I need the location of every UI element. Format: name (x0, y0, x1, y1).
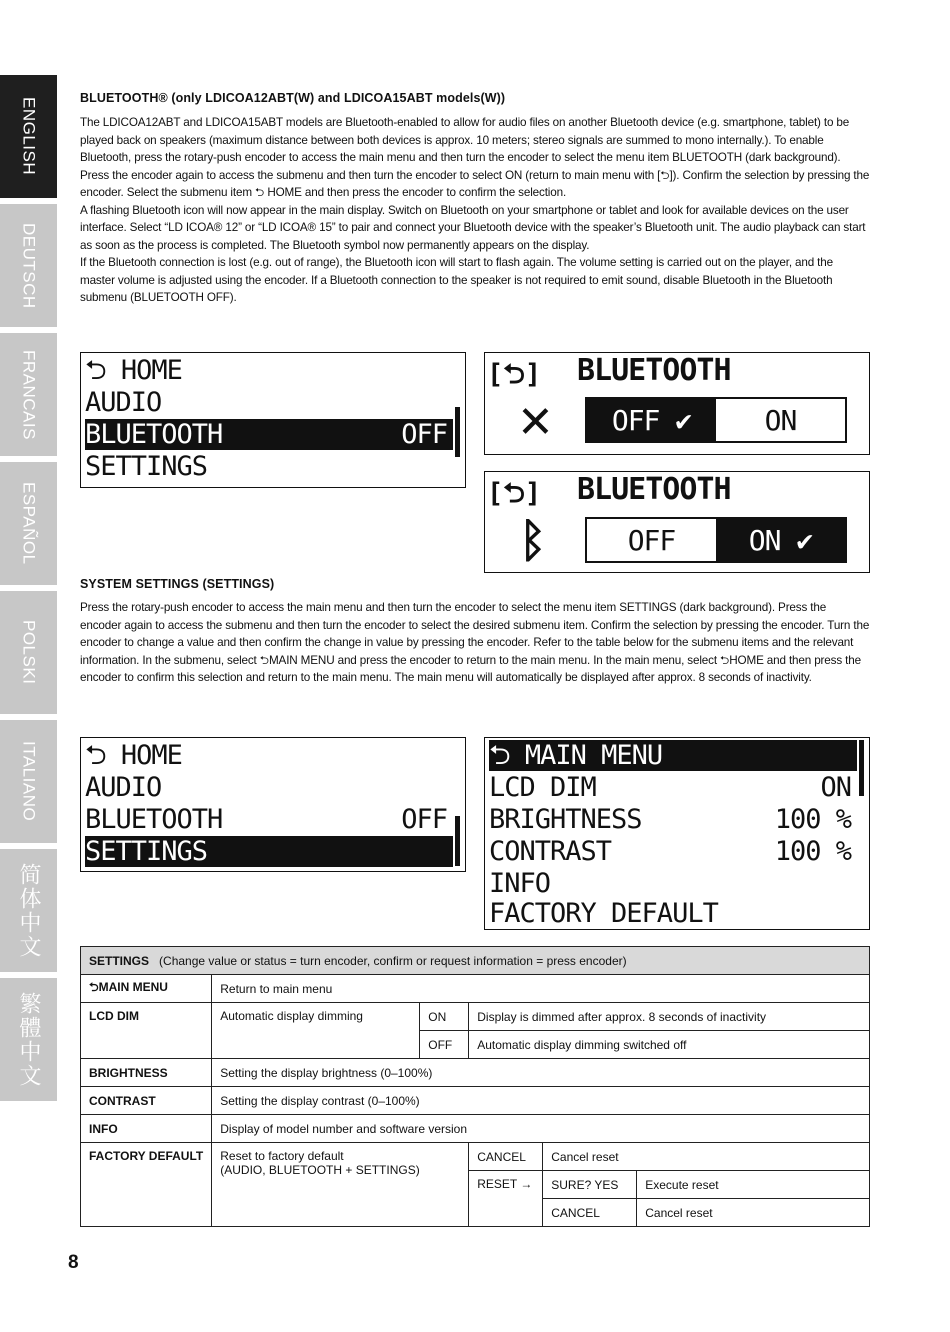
lcd-row-lcd-dim (489, 772, 857, 803)
lcd-main-menu-bluetooth (80, 352, 466, 488)
option-value: ON (420, 1003, 469, 1031)
tab-label: 简体中文 (16, 862, 41, 959)
lcd-bluetooth-on (484, 471, 870, 573)
lcd-title: BLUETOOTH (577, 353, 731, 388)
tab-traditional-chinese[interactable] (0, 978, 57, 1101)
toggle-off: OFF (627, 523, 676, 557)
bluetooth-disabled-icon: ✕ (517, 397, 554, 448)
lcd-bluetooth-off (484, 352, 870, 455)
lcd-row-value: 100 % (774, 804, 851, 835)
desc-line: (AUDIO, BLUETOOTH + SETTINGS) (220, 1163, 420, 1177)
paragraph: The LDICOA12ABT and LDICOA15ABT models are Bluetooth-enabled to allow for audio files on another Bluetooth device (e.g. smartphone, tablet) to be played back on speakers (maximum distance between both devices is approx. 10 meters; stereo signals are summed to mono internally.). To enable Bluetooth, press the rotary-push encoder to access the main menu and then turn the encoder to select the menu item BLUETOOTH (dark background). Press the encoder again to access the submenu and then turn the encoder to select ON (return to main menu with [⮌]). Confirm the selection by pressing the encoder. Select the submenu item ⮌ HOME and then press the encoder to confirm the selection. (80, 116, 870, 199)
lcd-row-value: OFF (401, 419, 447, 450)
option-value: RESET → (469, 1171, 543, 1227)
page-number: 8 (68, 1252, 79, 1273)
tab-english[interactable] (0, 75, 57, 198)
system-settings-text (80, 599, 870, 687)
tab-label: ITALIANO (19, 741, 39, 822)
toggle-off-selected: OFF ✔ (587, 399, 716, 441)
table-header (81, 947, 870, 975)
lcd-row-label: LCD DIM (489, 772, 596, 803)
lcd-row-settings-selected: SETTINGS (85, 836, 453, 867)
back-bracket-icon: [⮌] (487, 359, 542, 390)
row-label: BRIGHTNESS (81, 1059, 212, 1087)
row-desc: Return to main menu (212, 975, 870, 1003)
bluetooth-icon: ᛒ (519, 513, 547, 567)
lcd-row-bluetooth-selected (85, 419, 453, 450)
bluetooth-toggle (585, 397, 847, 443)
lcd-row-factory-default: FACTORY DEFAULT (489, 898, 718, 929)
toggle-on-selected: ON ✔ (716, 519, 845, 561)
option-desc: Display is dimmed after approx. 8 seconds of inactivity (469, 1003, 870, 1031)
bluetooth-heading: BLUETOOTH® (only LDICOA12ABT(W) and LDICOA15ABT models(W)) (80, 91, 506, 105)
row-label: CONTRAST (81, 1087, 212, 1115)
lcd-row-main-menu-selected: ⮌ MAIN MENU (489, 740, 857, 771)
lcd-row-value: ON (820, 772, 851, 803)
paragraph: Press the rotary-push encoder to access the main menu and then turn the encoder to select the menu item SETTINGS (dark background). Press the encoder again to access the submenu and then turn the encoder to select the desired submenu item. Confirm the selection by pressing the encoder. Turn the encoder to change a value and then confirm the change in value by pressing the encoder. Refer to the table below for the submenu items and the relevant information. In the submenu, select ⮌MAIN MENU and press the encoder to return to the main menu. In the main menu, select ⮌HOME and then press the encoder to confirm this selection and return to the main menu. The main menu will automatically be displayed after approx. 8 seconds of inactivity. (80, 601, 870, 684)
desc-line: Reset to factory default (220, 1149, 344, 1163)
lcd-row-label: CONTRAST (489, 836, 612, 867)
row-desc: Automatic display dimming (212, 1003, 420, 1059)
lcd-title: BLUETOOTH (577, 472, 731, 507)
lcd-scrollbar (455, 816, 460, 866)
lcd-row-bluetooth (85, 804, 453, 835)
lcd-row-label: BRIGHTNESS (489, 804, 642, 835)
bluetooth-text (80, 114, 870, 307)
sub-option-value: SURE? YES (543, 1171, 637, 1199)
tab-francais[interactable] (0, 333, 57, 456)
tab-deutsch[interactable] (0, 204, 57, 327)
table-row (81, 1115, 870, 1143)
tab-label: ENGLISH (19, 97, 39, 176)
table-row (81, 1143, 870, 1171)
lcd-row-label: BLUETOOTH (85, 419, 223, 450)
lcd-scrollbar (455, 407, 460, 457)
settings-table (80, 946, 870, 1227)
lcd-row-brightness (489, 804, 857, 835)
table-row (81, 1087, 870, 1115)
lcd-main-menu-settings (80, 737, 466, 872)
lcd-row-audio: AUDIO (85, 387, 162, 418)
row-desc: Display of model number and software version (212, 1115, 870, 1143)
option-value: OFF (420, 1031, 469, 1059)
row-label: LCD DIM (81, 1003, 212, 1059)
toggle-on: ON (764, 403, 797, 437)
table-row (81, 1003, 870, 1031)
lcd-scrollbar (859, 740, 864, 796)
option-desc: Cancel reset (543, 1143, 870, 1171)
tab-label: 繁體中文 (16, 991, 41, 1088)
lcd-row-home: ⮌ HOME (85, 740, 182, 771)
tab-italiano[interactable] (0, 720, 57, 843)
row-label: ⮌MAIN MENU (81, 975, 212, 1003)
lcd-row-home: ⮌ HOME (85, 355, 182, 386)
tab-simplified-chinese[interactable] (0, 849, 57, 972)
row-desc (212, 1143, 469, 1227)
paragraph: If the Bluetooth connection is lost (e.g. out of range), the Bluetooth icon will start to flash again. The volume setting is carried out on the player, and the master volume is adjusted using the encoder. If a Bluetooth connection to the speaker is not required to emit sound, disable Bluetooth in the Bluetooth submenu (BLUETOOTH OFF). (80, 256, 833, 304)
option-desc: Automatic display dimming switched off (469, 1031, 870, 1059)
table-row (81, 1059, 870, 1087)
lcd-settings-submenu (484, 737, 870, 930)
lcd-row-settings: SETTINGS (85, 451, 208, 482)
row-label: FACTORY DEFAULT (81, 1143, 212, 1227)
lcd-row-audio: AUDIO (85, 772, 162, 803)
bluetooth-toggle (585, 517, 847, 563)
lcd-row-contrast (489, 836, 857, 867)
lcd-row-value: 100 % (774, 836, 851, 867)
table-row (81, 975, 870, 1003)
paragraph: A flashing Bluetooth icon will now appear in the main display. Switch on Bluetooth on your smartphone or tablet and look for available devices on the user interface. Select “LD ICOA® 12” or “LD ICOA® 15” to pair and connect your Bluetooth device with the speaker’s Bluetooth unit. The audio playback can start as soon as the process is completed. The Bluetooth symbol now permanently appears on the display. (80, 203, 866, 252)
tab-label: POLSKI (19, 620, 39, 685)
table-header-row (81, 947, 870, 975)
lcd-row-value: OFF (401, 804, 447, 835)
tab-label: FRANCAIS (19, 349, 39, 440)
sub-option-desc: Cancel reset (637, 1199, 870, 1227)
back-bracket-icon: [⮌] (487, 478, 542, 509)
lcd-row-info: INFO (489, 868, 551, 899)
table-header-title: SETTINGS (89, 953, 150, 968)
system-settings-heading: SYSTEM SETTINGS (SETTINGS) (80, 577, 275, 591)
row-desc: Setting the display contrast (0–100%) (212, 1087, 870, 1115)
row-desc: Setting the display brightness (0–100%) (212, 1059, 870, 1087)
table-header-note: (Change value or status = turn encoder, confirm or request information = press encoder) (159, 953, 627, 968)
sub-option-value: CANCEL (543, 1199, 637, 1227)
tab-polski[interactable] (0, 591, 57, 714)
sub-option-desc: Execute reset (637, 1171, 870, 1199)
row-label: INFO (81, 1115, 212, 1143)
tab-label: ESPAÑOL (19, 482, 39, 565)
lcd-row-label: BLUETOOTH (85, 804, 223, 835)
tab-espanol[interactable] (0, 462, 57, 585)
option-value: CANCEL (469, 1143, 543, 1171)
tab-label: DEUTSCH (19, 222, 39, 309)
